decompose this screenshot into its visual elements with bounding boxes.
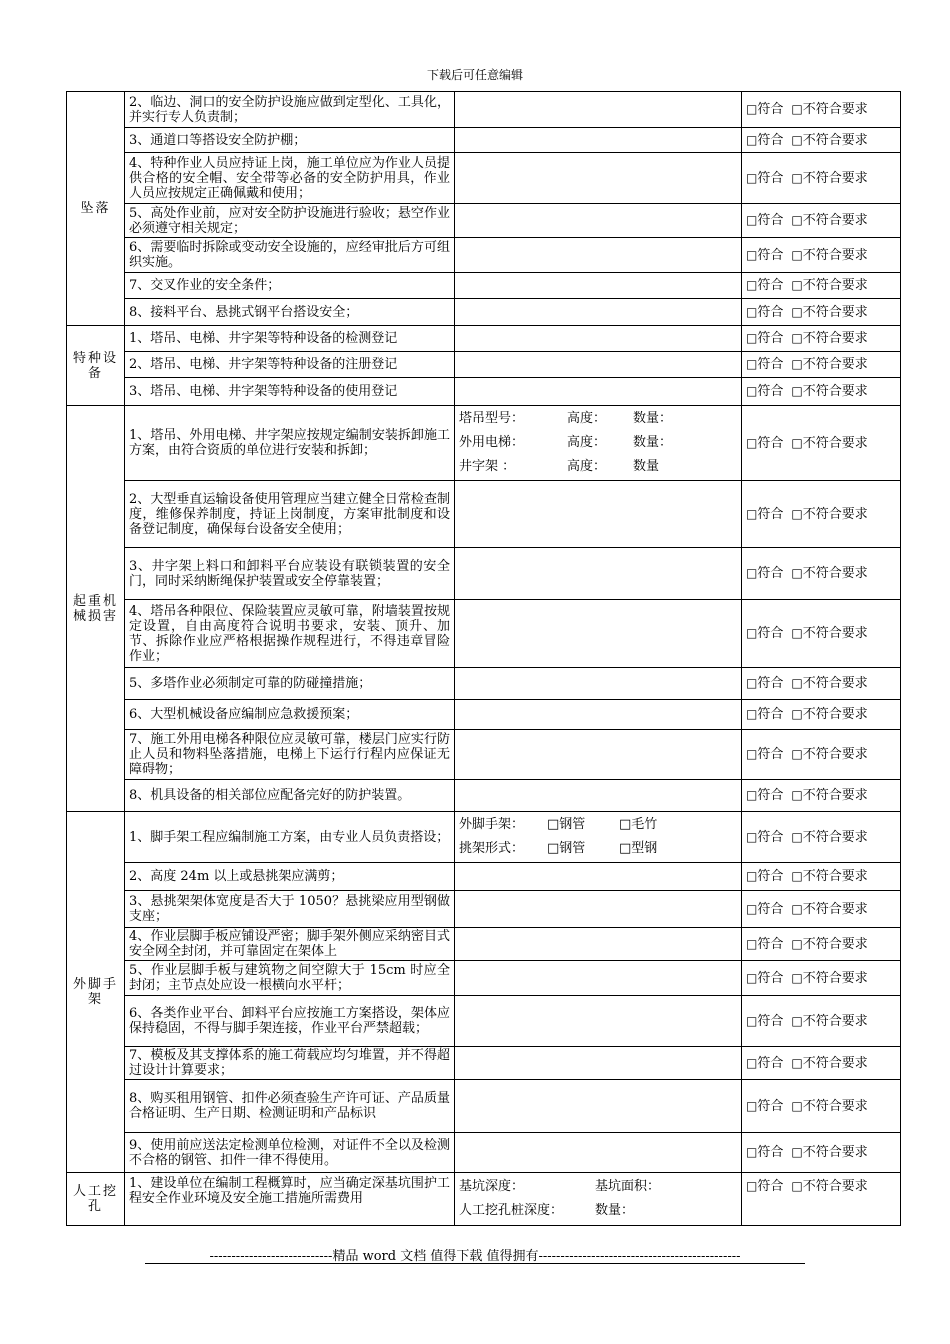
steel-pipe-checkbox[interactable]: □钢管 [547,841,586,856]
result-cell[interactable] [742,273,901,299]
note-cell[interactable] [455,780,742,812]
compliant-option[interactable] [746,566,783,581]
result-cell[interactable] [742,481,901,548]
checkbox-icon[interactable]: □ [791,970,803,985]
check-item: 6、需要临时拆除或变动安全设施的，应经审批后方可组织实施。 [125,238,455,273]
compliant-option-label: 符合 [757,132,784,148]
checkbox-icon[interactable]: □ [746,132,758,147]
noncompliant-option-label: 不符合要求 [802,384,868,399]
compliant-option-label: 符合 [757,1179,784,1194]
noncompliant-option-label: 不符合要求 [802,357,868,372]
note-cell[interactable] [455,273,742,299]
noncompliant-option-label: 不符合要求 [802,1145,868,1160]
checkbox-icon[interactable]: □ [746,676,758,690]
checkbox-icon[interactable]: □ [791,170,803,185]
noncompliant-option-label: 不符合要求 [802,435,868,451]
compliant-option[interactable] [746,331,783,346]
result-cell[interactable] [742,1133,901,1173]
note-cell[interactable] [455,1047,742,1080]
check-item: 4、塔吊各种限位、保险装置应灵敏可靠，附墙装置按规定设置，自由高度符合说明书要求，安装、顶升、加节、拆除作业应严格根据操作规程进行，不得违章冒险作业； [125,600,455,668]
checkbox-icon[interactable]: □ [746,357,758,371]
note-cell[interactable] [455,153,742,204]
checkbox-icon[interactable]: □ [746,901,758,916]
noncompliant-option[interactable] [791,707,867,722]
noncompliant-option-label: 不符合要求 [802,1055,868,1071]
checkbox-icon[interactable]: □ [746,278,758,292]
checkbox-icon[interactable]: □ [791,1145,803,1159]
category-fall: 坠落 [67,92,125,326]
result-cell[interactable] [742,730,901,780]
checkbox-icon[interactable]: □ [746,747,758,761]
scaffold-type-cell[interactable] [455,812,742,863]
check-item: 2、塔吊、电梯、井字架等特种设备的注册登记 [125,352,455,378]
checkbox-icon[interactable]: □ [791,566,803,580]
result-cell[interactable] [742,153,901,204]
noncompliant-option[interactable] [791,331,867,346]
noncompliant-option[interactable] [791,133,867,148]
note-cell[interactable] [455,700,742,730]
noncompliant-option-label: 不符合要求 [802,304,868,320]
check-item: 8、接料平台、悬挑式钢平台搭设安全； [125,299,455,326]
compliant-option[interactable] [746,869,783,884]
checkbox-icon[interactable]: □ [791,247,803,262]
compliant-option[interactable] [746,1179,783,1194]
check-item: 9、使用前应送法定检测单位检测，对证件不全以及检测不合格的钢管、扣件一律不得使用。 [125,1133,455,1173]
note-line: 外脚手架： □钢管 □毛竹 [459,813,737,837]
result-cell[interactable] [742,326,901,352]
note-line: 挑架形式： □钢管 □型钢 [459,837,737,861]
noncompliant-option-label: 不符合要求 [802,707,868,722]
compliant-option-label: 符合 [757,936,784,952]
check-item: 7、模板及其支撑体系的施工荷载应均匀堆置，并不得超过设计计算要求； [125,1047,455,1080]
compliant-option-label: 符合 [757,1145,784,1160]
note-cell[interactable] [455,128,742,153]
equipment-info-cell[interactable] [455,406,742,481]
noncompliant-option[interactable] [791,357,867,372]
compliant-option[interactable] [746,1099,783,1114]
compliant-option-label: 符合 [757,626,784,641]
noncompliant-option-label: 不符合要求 [802,626,868,641]
noncompliant-option-label: 不符合要求 [802,213,868,228]
check-item: 7、交叉作业的安全条件； [125,273,455,299]
result-cell[interactable] [742,1047,901,1080]
compliant-option[interactable] [746,248,783,263]
steel-pipe-checkbox[interactable]: □钢管 [547,817,586,832]
result-cell[interactable] [742,1080,901,1133]
noncompliant-option[interactable] [791,305,867,320]
check-item: 4、作业层脚手板应铺设严密；脚手架外侧应采纳密目式安全网全封闭，并可靠固定在架体上 [125,928,455,961]
result-cell[interactable] [742,128,901,153]
noncompliant-option[interactable] [791,788,867,803]
result-cell[interactable] [742,863,901,891]
note-cell[interactable] [455,863,742,891]
page-header: 下载后可任意编辑 [426,68,523,82]
checkbox-icon[interactable]: □ [791,102,803,116]
checkbox-icon[interactable]: □ [746,869,758,883]
noncompliant-option-label: 不符合要求 [802,676,868,691]
result-cell[interactable] [742,700,901,730]
note-cell[interactable] [455,378,742,406]
check-item: 5、作业层脚手板与建筑物之间空隙大于 15cm 时应全封闭；主节点处应设一根横向水平杆； [125,961,455,996]
note-cell[interactable] [455,326,742,352]
result-cell[interactable] [742,352,901,378]
compliant-option[interactable] [746,305,783,320]
checkbox-icon[interactable]: □ [791,676,803,690]
checkbox-icon[interactable]: □ [791,747,803,761]
compliant-option-label: 符合 [757,357,784,372]
noncompliant-option[interactable] [791,171,867,186]
checkbox-icon[interactable]: □ [746,170,758,185]
checkbox-icon[interactable]: □ [791,626,803,640]
noncompliant-option[interactable] [791,278,867,293]
compliant-option[interactable] [746,357,783,372]
compliant-option-label: 符合 [757,102,784,117]
result-cell[interactable] [742,92,901,128]
compliant-option[interactable] [746,902,783,917]
result-cell[interactable] [742,928,901,961]
note-cell[interactable] [455,600,742,668]
noncompliant-option-label: 不符合要求 [802,170,868,186]
bamboo-checkbox[interactable]: □毛竹 [619,817,658,832]
noncompliant-option[interactable] [791,747,867,762]
note-cell[interactable] [455,92,742,128]
result-cell[interactable] [742,299,901,326]
checkbox-icon[interactable]: □ [746,566,758,580]
pit-info-cell[interactable] [455,1173,742,1226]
check-item: 4、特种作业人员应持证上岗，施工单位应为作业人员提供合格的安全帽、安全带等必备的安全防护用具，作业人员应按规定正确佩戴和使用； [125,153,455,204]
note-line: 外用电梯： 高度： 数量： [459,435,673,450]
checkbox-icon[interactable]: □ [746,247,758,262]
checkbox-icon[interactable]: □ [746,1098,758,1113]
noncompliant-option[interactable] [791,436,867,451]
checkbox-icon[interactable]: □ [791,435,803,450]
compliant-option[interactable] [746,213,783,228]
checkbox-icon[interactable]: □ [746,1013,758,1028]
compliant-option[interactable] [746,436,783,451]
check-item: 3、井字架上料口和卸料平台应装设有联锁装置的安全门，同时采纳断绳保护装置或安全停靠装置； [125,548,455,600]
compliant-option-label: 符合 [757,331,784,346]
category-lifting-machinery: 起重机械损害 [67,406,125,812]
noncompliant-option-label: 不符合要求 [802,132,868,148]
result-cell[interactable] [742,204,901,238]
checkbox-icon[interactable]: □ [746,1055,758,1070]
note-cell[interactable] [455,928,742,961]
noncompliant-option-label: 不符合要求 [802,788,868,803]
compliant-option-label: 符合 [757,566,784,581]
check-item: 5、高处作业前，应对安全防护设施进行验收；悬空作业必须遵守相关规定； [125,204,455,238]
compliant-option[interactable] [746,971,783,986]
compliant-option[interactable] [746,626,783,641]
compliant-option-label: 符合 [757,970,784,986]
checkbox-icon[interactable]: □ [746,1179,758,1193]
compliant-option[interactable] [746,707,783,722]
note-cell[interactable] [455,1133,742,1173]
compliant-option-label: 符合 [757,747,784,762]
compliant-option-label: 符合 [757,170,784,186]
note-line: 塔吊型号： 高度： 数量： [459,411,673,426]
checkbox-icon[interactable]: □ [791,1179,803,1193]
note-cell[interactable] [455,299,742,326]
compliant-option[interactable] [746,171,783,186]
checkbox-icon[interactable]: □ [746,1145,758,1159]
result-cell[interactable] [742,600,901,668]
category-scaffold: 外脚手架 [67,812,125,1173]
result-cell[interactable] [742,891,901,928]
checkbox-icon[interactable]: □ [746,970,758,985]
check-item: 3、通道口等搭设安全防护棚； [125,128,455,153]
checkbox-icon[interactable]: □ [791,936,803,951]
note-cell[interactable] [455,481,742,548]
check-item: 7、施工外用电梯各种限位应灵敏可靠，楼层门应实行防止人员和物料坠落措施，电梯上下运行行程内应保证无障碍物； [125,730,455,780]
compliant-option[interactable] [746,384,783,399]
note-cell[interactable] [455,891,742,928]
result-cell[interactable] [742,780,901,812]
noncompliant-option[interactable] [791,830,867,845]
category-special-equipment: 特种设备 [67,326,125,406]
checkbox-icon[interactable]: □ [791,278,803,292]
note-cell[interactable] [455,352,742,378]
noncompliant-option-label: 不符合要求 [802,566,868,581]
noncompliant-option-label: 不符合要求 [802,936,868,952]
noncompliant-option[interactable] [791,507,867,522]
check-item: 1、脚手架工程应编制施工方案，由专业人员负责搭设； [125,812,455,863]
result-cell[interactable] [742,378,901,406]
check-item: 6、大型机械设备应编制应急救援预案； [125,700,455,730]
page-footer: ----------------------------精品 word 文档 值得下载 值得拥有---------------------------------------------- [209,1249,741,1264]
checkbox-icon[interactable]: □ [746,213,758,227]
result-cell[interactable] [742,1173,901,1226]
result-cell[interactable] [742,961,901,996]
note-cell[interactable] [455,961,742,996]
noncompliant-option-label: 不符合要求 [802,1179,868,1194]
compliant-option[interactable] [746,102,783,117]
note-cell[interactable] [455,1080,742,1133]
noncompliant-option-label: 不符合要求 [802,506,868,522]
compliant-option-label: 符合 [757,435,784,451]
check-item: 3、塔吊、电梯、井字架等特种设备的使用登记 [125,378,455,406]
checkbox-icon[interactable]: □ [746,936,758,951]
compliant-option-label: 符合 [757,901,784,917]
noncompliant-option[interactable] [791,869,867,884]
checkbox-icon[interactable]: □ [791,829,803,844]
checkbox-icon[interactable]: □ [746,788,758,802]
check-item: 1、塔吊、外用电梯、井字架应按规定编制安装拆卸施工方案，由符合资质的单位进行安装和拆卸； [125,406,455,481]
compliant-option[interactable] [746,133,783,148]
checkbox-icon[interactable]: □ [791,707,803,721]
compliant-option[interactable] [746,788,783,803]
note-line: 基坑深度： 基坑面积： [459,1179,661,1194]
noncompliant-option-label: 不符合要求 [802,901,868,917]
checkbox-icon[interactable]: □ [791,304,803,319]
noncompliant-option[interactable] [791,1179,867,1194]
check-item: 2、高度 24m 以上或悬挑架应满剪； [125,863,455,891]
noncompliant-option[interactable] [791,676,867,691]
noncompliant-option-label: 不符合要求 [802,869,868,884]
checkbox-icon[interactable]: □ [746,626,758,640]
compliant-option-label: 符合 [757,1055,784,1071]
checkbox-icon[interactable]: □ [746,707,758,721]
note-cell[interactable] [455,548,742,600]
compliant-option-label: 符合 [757,304,784,320]
compliant-option-label: 符合 [757,788,784,803]
checkbox-icon[interactable]: □ [791,788,803,802]
check-item: 8、购买租用钢管、扣件必须查验生产许可证、产品质量合格证明、生产日期、检测证明和产品标识 [125,1080,455,1133]
checkbox-icon[interactable]: □ [791,357,803,371]
checkbox-icon[interactable]: □ [746,331,758,345]
noncompliant-option[interactable] [791,1056,867,1071]
checkbox-icon[interactable]: □ [791,1013,803,1028]
compliant-option-label: 符合 [757,707,784,722]
checkbox-icon[interactable]: □ [746,384,758,398]
check-item: 2、临边、洞口的安全防护设施应做到定型化、工具化，并实行专人负责制； [125,92,455,128]
noncompliant-option-label: 不符合要求 [802,970,868,986]
noncompliant-option-label: 不符合要求 [802,1013,868,1029]
noncompliant-option-label: 不符合要求 [802,278,868,293]
checkbox-icon[interactable]: □ [746,102,758,116]
result-cell[interactable] [742,812,901,863]
result-cell[interactable] [742,238,901,273]
noncompliant-option[interactable] [791,1099,867,1114]
checkbox-icon[interactable]: □ [791,869,803,883]
result-cell[interactable] [742,406,901,481]
check-item: 5、多塔作业必须制定可靠的防碰撞措施； [125,668,455,700]
noncompliant-option-label: 不符合要求 [802,102,868,117]
noncompliant-option[interactable] [791,937,867,952]
compliant-option[interactable] [746,278,783,293]
note-cell[interactable] [455,204,742,238]
check-item: 3、悬挑架架体宽度是否大于 1050？悬挑梁应用型钢做支座； [125,891,455,928]
check-item: 6、各类作业平台、卸料平台应按施工方案搭设，架体应保持稳固，不得与脚手架连接，作业平台严禁超载； [125,996,455,1047]
checkbox-icon[interactable]: □ [791,384,803,398]
checkbox-icon[interactable]: □ [791,1055,803,1070]
checkbox-icon[interactable]: □ [746,829,758,844]
checkbox-icon[interactable]: □ [791,1098,803,1113]
check-item: 1、建设单位在编制工程概算时，应当确定深基坑围护工程安全作业环境及安全施工措施所需费用 [125,1173,455,1226]
noncompliant-option-label: 不符合要求 [802,247,868,263]
result-cell[interactable] [742,996,901,1047]
compliant-option-label: 符合 [757,1098,784,1114]
compliant-option[interactable] [746,747,783,762]
checkbox-icon[interactable]: □ [746,506,758,521]
noncompliant-option[interactable] [791,1014,867,1029]
checkbox-icon[interactable]: □ [791,506,803,521]
noncompliant-option[interactable] [791,384,867,399]
note-cell[interactable] [455,996,742,1047]
compliant-option[interactable] [746,507,783,522]
noncompliant-option[interactable] [791,566,867,581]
compliant-option-label: 符合 [757,247,784,263]
note-cell[interactable] [455,668,742,700]
safety-checklist-table [66,91,901,1226]
section-steel-checkbox[interactable]: □型钢 [619,841,658,856]
compliant-option-label: 符合 [757,676,784,691]
checkbox-icon[interactable]: □ [746,304,758,319]
check-item: 8、机具设备的相关部位应配备完好的防护装置。 [125,780,455,812]
compliant-option-label: 符合 [757,869,784,884]
compliant-option[interactable] [746,1056,783,1071]
noncompliant-option[interactable] [791,1145,867,1160]
compliant-option[interactable] [746,937,783,952]
compliant-option-label: 符合 [757,213,784,228]
noncompliant-option-label: 不符合要求 [802,829,868,845]
category-manual-excavation: 人工挖孔 [67,1173,125,1226]
checkbox-icon[interactable]: □ [746,435,758,450]
noncompliant-option[interactable] [791,902,867,917]
noncompliant-option-label: 不符合要求 [802,747,868,762]
compliant-option[interactable] [746,1014,783,1029]
noncompliant-option[interactable] [791,213,867,228]
check-item: 2、大型垂直运输设备使用管理应当建立健全日常检查制度，维修保养制度，持证上岗制度，方案审批制度和设备登记制度，确保每台设备安全使用； [125,481,455,548]
result-cell[interactable] [742,548,901,600]
compliant-option-label: 符合 [757,829,784,845]
noncompliant-option[interactable] [791,102,867,117]
note-cell[interactable] [455,238,742,273]
checkbox-icon[interactable]: □ [791,213,803,227]
noncompliant-option[interactable] [791,626,867,641]
compliant-option-label: 符合 [757,384,784,399]
check-item: 1、塔吊、电梯、井字架等特种设备的检测登记 [125,326,455,352]
note-line: 人工挖孔桩深度： 数量： [459,1203,635,1218]
compliant-option-label: 符合 [757,506,784,522]
compliant-option[interactable] [746,830,783,845]
noncompliant-option-label: 不符合要求 [802,1098,868,1114]
compliant-option[interactable] [746,676,783,691]
compliant-option-label: 符合 [757,1013,784,1029]
checkbox-icon[interactable]: □ [791,331,803,345]
noncompliant-option-label: 不符合要求 [802,331,868,346]
note-line: 井字架 ： 高度： 数量 [459,459,660,474]
result-cell[interactable] [742,668,901,700]
noncompliant-option[interactable] [791,248,867,263]
note-cell[interactable] [455,730,742,780]
checkbox-icon[interactable]: □ [791,132,803,147]
checkbox-icon[interactable]: □ [791,901,803,916]
compliant-option[interactable] [746,1145,783,1160]
compliant-option-label: 符合 [757,278,784,293]
noncompliant-option[interactable] [791,971,867,986]
footer-divider [145,1263,805,1264]
